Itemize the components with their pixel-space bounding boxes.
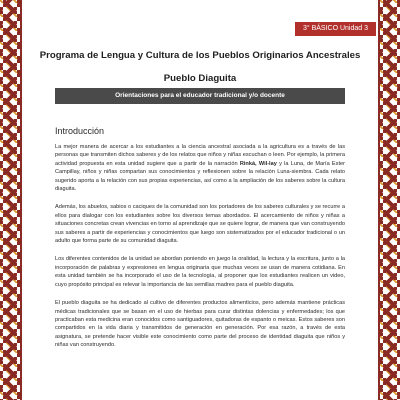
paragraph-1-part-a: La mejor manera de acercar a los estudiantes a la ciencia ancestral asociada a la agricultura es a través de las personas que transmiten dichos saberes y de los relatos que niños y niñas escuchan o leen. Por ejemplo, la primera actividad propuesta en esta unidad sugiere que a partir de la narración [55,144,345,167]
paragraph-2: Además, los abuelos, sabios o caciques de la comunidad son los portadores de los saberes culturales y se recurre a ellos para dialogar con los estudiantes sobre los diversos temas abordados. El acercamiento de niños y niñas a situaciones concretas crean vivencias en torno al aprendizaje que se quiere lograr, de manera que van construyendo sus saberes a partir de experiencias y conocimientos que luego son sistematizados por el educador tradicional o un adulto que forma parte de su comunidad diaguita. [55,204,345,245]
body-text [55,143,345,360]
paragraph-4: El pueblo diaguita se ha dedicado al cultivo de diferentes productos alimenticios, pero además mantiene prácticas médicas tradicionales que se basan en el uso de hierbas para curar distintas dolencias y enfermedades; los que practicaban esta medicina eran conocidos como santiguadores, quitadoras de espanto o meicas. Estos saberes son compartidos en la vida diaria y transmitidos de generación en generación. Por esa razón, a través de esta asignatura, se pretende hacer visible este conocimiento como parte del proceso de identidad diaguita que niños y niñas van construyendo. [55,300,345,349]
orientation-banner: Orientaciones para el educador tradicional y/o docente [55,88,345,104]
decorative-border-right [378,0,400,400]
unit-badge: 3° BÁSICO Unidad 3 [295,22,376,36]
paragraph-1 [55,143,345,193]
paragraph-1-bold: Rinká, Wil-lay [239,160,277,167]
page-subtitle: Pueblo Diaguita [163,73,237,84]
paragraph-1-part-b: y la Luna, de María Ester Campillay, niños y niñas compartan sus conocimientos y reflexionen sobre la relación Luna-siembra. Cada relato sugerido aporta a la relación con sus propias experiencias, así como a la ampliación de los saberes sobre la cultura diaguita. [55,160,345,193]
paragraph-3: Los diferentes contenidos de la unidad se abordan poniendo en juego la oralidad, la lectura y la escritura, junto a la incorporación de palabras y expresiones en lengua originaria que muchas veces se usan de manera cotidiana. En esta unidad también se ha incorporado el uso de la tecnología, al proponer que los estudiantes realicen un video, cuyo propósito principal es relevar la importancia de las semillas madres para el pueblo diaguita. [55,256,345,288]
page-title: Programa de Lengua y Cultura de los Pueblos Originarios Ancestrales [39,50,361,61]
decorative-border-left [0,0,22,400]
section-title: Introducción [55,126,105,136]
